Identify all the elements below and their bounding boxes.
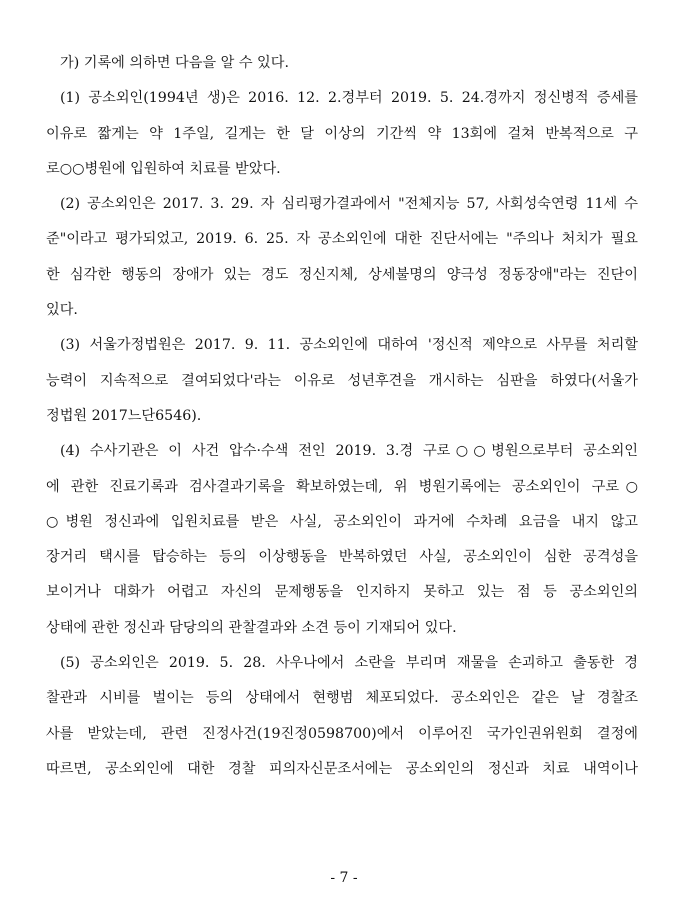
text-line: 로○○병원에 입원하여 치료를 받았다. [46, 160, 281, 177]
paragraph-3 [46, 328, 638, 434]
text-line: 따르면, 공소외인에 대한 경찰 피의자신문조서에는 공소외인의 정신과 치료 내역이나 [46, 760, 638, 777]
text-line: (1) 공소외인(1994년 생)은 2016. 12. 2.경부터 2019. 5. 24.경까지 정신병적 증세를 [60, 90, 638, 107]
paragraph-5 [46, 646, 638, 787]
document-body [46, 46, 638, 787]
text-line: 한 심각한 행동의 장애가 있는 경도 정신지체, 상세불명의 양극성 정동장애"라는 진단이 [46, 266, 638, 283]
text-line: 사를 받았는데, 관련 진정사건(19진정0598700)에서 이루어진 국가인권위원회 결정에 [46, 725, 638, 742]
text-line: 찰관과 시비를 벌이는 등의 상태에서 현행범 체포되었다. 공소외인은 같은 날 경찰조 [46, 690, 638, 707]
text-line: 에 관한 진료기록과 검사결과기록을 확보하였는데, 위 병원기록에는 공소외인이 구로○ [46, 478, 638, 495]
page-number: - 7 - [330, 870, 358, 886]
text-line: 능력이 지속적으로 결여되었다'라는 이유로 성년후견을 개시하는 심판을 하였다(서울가 [46, 372, 638, 389]
paragraph-2 [46, 187, 638, 328]
text-line: 장거리 택시를 탑승하는 등의 이상행동을 반복하였던 사실, 공소외인이 심한 공격성을 [46, 549, 638, 566]
paragraph-4 [46, 434, 638, 646]
text-line: 상태에 관한 정신과 담당의의 관찰결과와 소견 등이 기재되어 있다. [46, 619, 457, 636]
text-line: 정법원 2017느단6546). [46, 407, 202, 424]
text-line: 보이거나 대화가 어렵고 자신의 문제행동을 인지하지 못하고 있는 점 등 공소외인의 [46, 584, 638, 601]
paragraph-1 [46, 81, 638, 187]
text-line: (3) 서울가정법원은 2017. 9. 11. 공소외인에 대하여 '정신적 제약으로 사무를 처리할 [60, 337, 638, 354]
text-line: ○병원 정신과에 입원치료를 받은 사실, 공소외인이 과거에 수차례 요금을 내지 않고 [46, 513, 638, 530]
text-line: 이유로 짧게는 약 1주일, 길게는 한 달 이상의 기간씩 약 13회에 걸쳐 반복적으로 구 [46, 125, 638, 142]
text-line: 준"이라고 평가되었고, 2019. 6. 25. 자 공소외인에 대한 진단서에는 "주의나 처치가 필요 [46, 231, 638, 248]
text-line: (2) 공소외인은 2017. 3. 29. 자 심리평가결과에서 "전체지능 57, 사회성숙연령 11세 수 [60, 196, 638, 213]
text-line: (5) 공소외인은 2019. 5. 28. 사우나에서 소란을 부리며 재물을 손괴하고 출동한 경 [60, 655, 638, 672]
text-line: (4) 수사기관은 이 사건 압수·수색 전인 2019. 3.경 구로○○병원으로부터 공소외인 [60, 443, 638, 460]
section-heading: 가) 기록에 의하면 다음을 알 수 있다. [60, 55, 289, 71]
text-line: 있다. [46, 302, 78, 319]
